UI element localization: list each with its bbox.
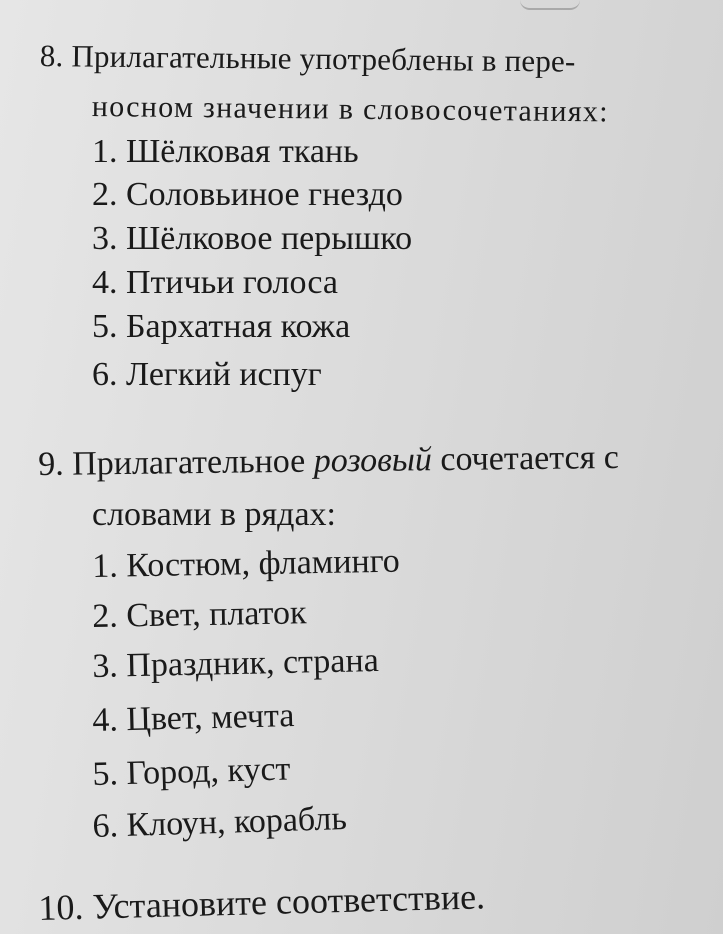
question-9-italic-word: розовый [313,441,433,480]
question-8-heading-line-1 [40,40,576,77]
question-8-option: 3. Шёлковое перышко [92,220,413,257]
question-8-option: 2. Соловьиное гнездо [92,176,403,213]
question-9-number: 9. [37,445,64,483]
question-10-heading: 10. Установите соответствие. [37,876,486,928]
question-9-option: 2. Свет, платок [91,594,307,635]
question-9-option: 3. Праздник, страна [91,642,380,685]
question-8-option: 4. Птичьи голоса [92,264,338,301]
question-9-text-after: сочетается с [440,438,620,479]
question-9-heading-line-2: словами в рядах: [92,496,336,533]
question-8-option: 1. Шёлковая ткань [92,133,359,170]
question-8-number: 8. [39,38,64,74]
question-8-text-line-1: Прилагательные употреблены в пере- [71,38,576,79]
previous-text-residue [520,0,580,10]
question-9-option: 6. Клоун, корабль [91,800,348,845]
question-9-option: 4. Цвет, мечта [91,697,295,739]
question-8-heading-line-2: носном значении в словосочетаниях: [91,90,610,129]
question-9-text-before: Прилагательное [71,442,306,483]
question-9-option: 5. Город, куст [91,750,291,793]
question-9-heading-line-1 [37,438,620,483]
question-9-option: 1. Костюм, фламинго [91,542,401,585]
question-8-option: 6. Легкий испуг [92,356,322,393]
question-8-option: 5. Бархатная кожа [92,308,351,345]
